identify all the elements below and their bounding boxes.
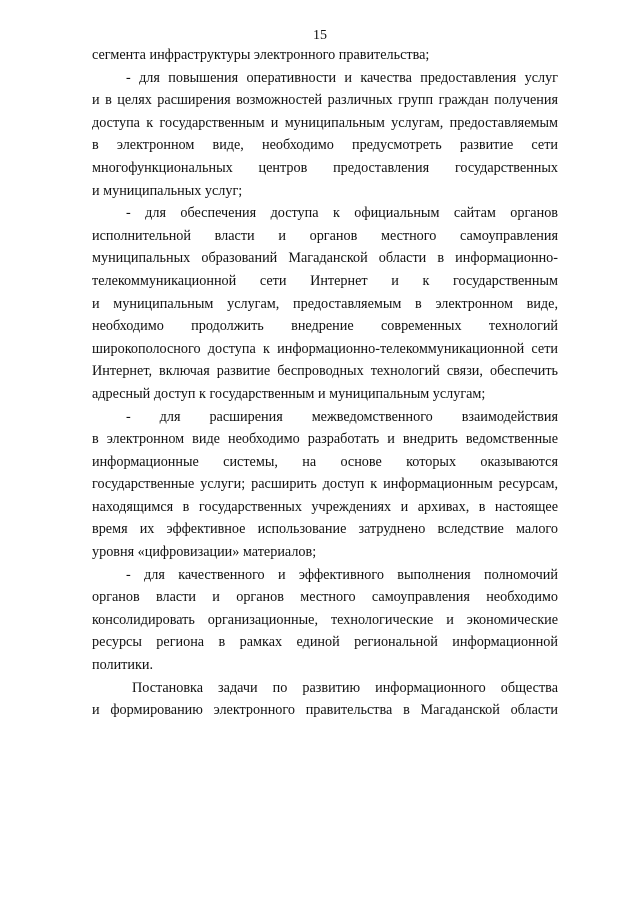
text-line: муниципальных образований Магаданской области в информационно-	[92, 250, 558, 267]
text-line: в электронном виде необходимо разработать и внедрить ведомственные	[92, 431, 558, 448]
text-line: уровня «цифровизации» материалов;	[92, 544, 317, 561]
text-line: телекоммуникационной сети Интернет и к государственным	[92, 272, 558, 289]
text-line: Интернет, включая развитие беспроводных технологий связи, обеспечить	[92, 363, 558, 380]
text-line: ресурсы региона в рамках единой региональной информационной	[92, 634, 558, 651]
text-line: консолидировать организационные, технологические и экономические	[92, 611, 558, 628]
text-line: - для обеспечения доступа к официальным сайтам органов	[126, 205, 558, 222]
text-line: - для повышения оперативности и качества предоставления услуг	[126, 69, 558, 86]
text-line: и в целях расширения возможностей различных групп граждан получения	[92, 92, 558, 109]
text-line: - для расширения межведомственного взаимодействия	[126, 408, 558, 425]
document-body	[92, 44, 558, 722]
text-line: адресный доступ к государственным и муниципальным услугам;	[92, 385, 486, 402]
text-line: органов власти и органов местного самоуправления необходимо	[92, 589, 558, 606]
text-line: Постановка задачи по развитию информационного общества	[132, 679, 558, 696]
text-line: и муниципальных услуг;	[92, 182, 243, 199]
text-line: - для качественного и эффективного выполнения полномочий	[126, 566, 558, 583]
text-line: многофункциональных центров предоставления государственных	[92, 159, 558, 176]
text-line: и формированию электронного правительства в Магаданской области	[92, 702, 558, 719]
text-line: информационные системы, на основе которых оказываются	[92, 453, 558, 470]
text-line: и муниципальным услугам, предоставляемым в электронном виде,	[92, 295, 558, 312]
text-line: время их эффективное использование затруднено вследствие малого	[92, 521, 558, 538]
page-number: 15	[313, 28, 327, 43]
text-line: сегмента инфраструктуры электронного правительства;	[92, 47, 430, 63]
text-line: исполнительной власти и органов местного самоуправления	[92, 227, 558, 244]
text-line: политики.	[92, 657, 153, 674]
text-line: государственные услуги; расширить доступ к информационным ресурсам,	[92, 476, 558, 493]
text-line: находящимся в государственных учреждениях и архивах, в настоящее	[92, 498, 558, 515]
text-line: необходимо продолжить внедрение современных технологий	[92, 318, 558, 335]
text-line: в электронном виде, необходимо предусмотреть развитие сети	[92, 137, 558, 154]
text-line: доступа к государственным и муниципальным услугам, предоставляемым	[92, 114, 558, 131]
text-line: широкополосного доступа к информационно-телекоммуникационной сети	[92, 340, 558, 357]
